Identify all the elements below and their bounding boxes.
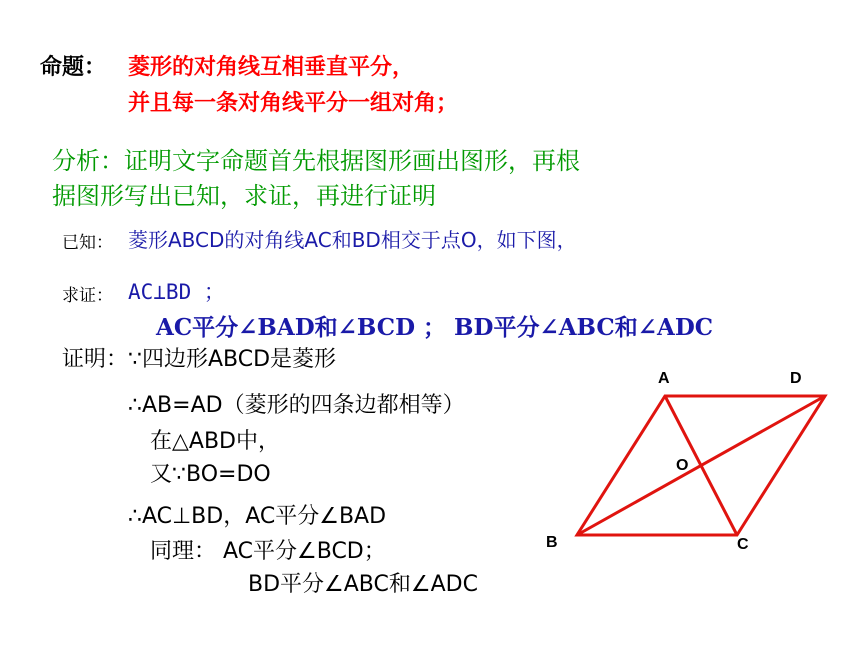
analysis-line-2: 据图形写出已知，求证，再进行证明 xyxy=(52,182,436,210)
proposition-line-1: 菱形的对角线互相垂直平分， xyxy=(128,55,415,80)
proposition-label: 命题： xyxy=(40,55,107,80)
prove-line-2: AC平分∠BAD和∠BCD ； BD平分∠ABC和∠ADC xyxy=(156,314,714,341)
proof-line-5: ∴AC⊥BD，AC平分∠BAD xyxy=(128,504,387,529)
proof-line-2: ∴AB=AD（菱形的四条边都相等） xyxy=(128,393,465,418)
given-text: 菱形ABCD的对角线AC和BD相交于点O，如下图， xyxy=(128,228,577,252)
rhombus-figure xyxy=(540,360,850,560)
analysis-line-1: 分析：证明文字命题首先根据图形画出图形，再根 xyxy=(52,147,580,175)
proof-line-6: 同理： AC平分∠BCD； xyxy=(150,539,386,564)
proof-line-1: 证明：∵四边形ABCD是菱形 xyxy=(62,347,337,372)
prove-label: 求证： xyxy=(62,286,113,306)
proof-line-4: 又∵BO=DO xyxy=(150,462,271,487)
center-label-o: O xyxy=(676,457,689,474)
diagonal-bd xyxy=(577,396,825,535)
vertex-label-d: D xyxy=(790,370,802,387)
vertex-label-c: C xyxy=(737,536,749,553)
given-label: 已知： xyxy=(62,233,113,253)
vertex-label-b: B xyxy=(546,534,558,551)
vertex-label-a: A xyxy=(658,370,670,387)
proof-line-3: 在△ABD中， xyxy=(150,429,281,454)
proof-line-7: BD平分∠ABC和∠ADC xyxy=(248,572,478,597)
proposition-line-2: 并且每一条对角线平分一组对角； xyxy=(128,91,459,116)
prove-line-1: AC⊥BD ； xyxy=(128,280,225,304)
